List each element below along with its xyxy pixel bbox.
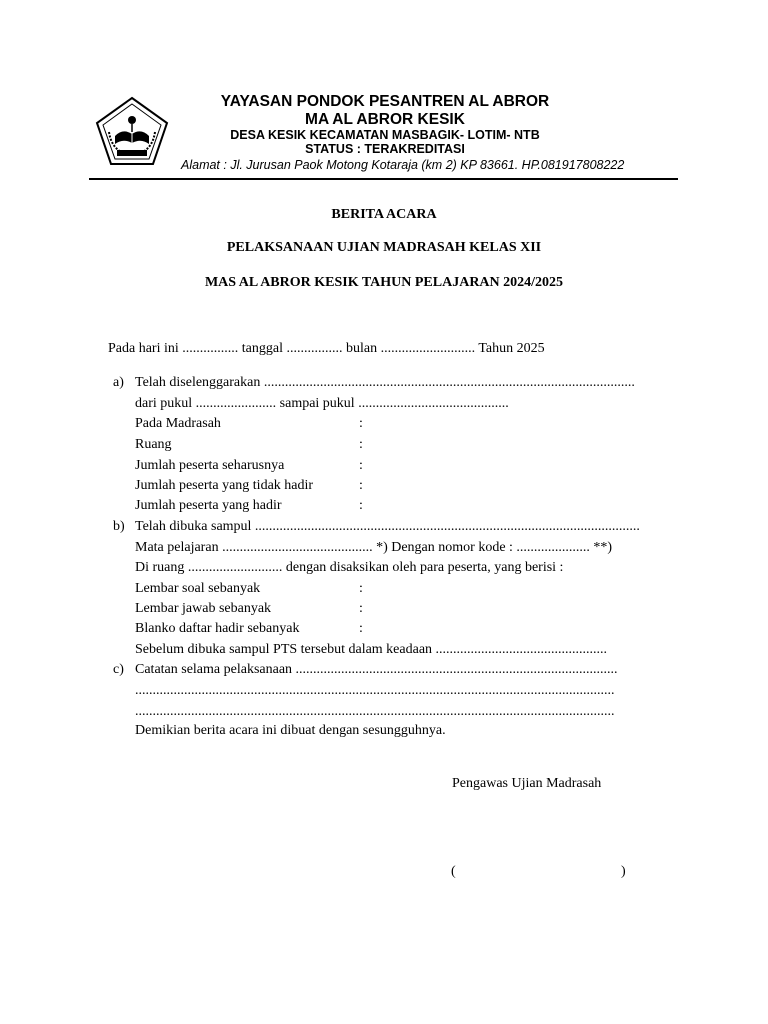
section-c-marker: c) [113, 662, 124, 677]
document-title: BERITA ACARA [331, 207, 437, 222]
school-address: Alamat : Jl. Jurusan Paok Motong Kotaraja (km 2) KP 83661. HP.081917808222 [181, 158, 625, 172]
field-label-room: Ruang [135, 437, 172, 452]
field-colon: : [359, 416, 363, 431]
school-location: DESA KESIK KECAMATAN MASBAGIK- LOTIM- NTB [230, 128, 540, 142]
section-b-subject-line: Mata pelajaran ........................................... *) Dengan nomor kode : ..................... **) [135, 540, 613, 555]
field-label-expected-participants: Jumlah peserta seharusnya [135, 458, 285, 473]
section-c-notes-blank-2: ......................................................................................................................................... [135, 704, 615, 719]
letterhead-divider [89, 178, 678, 180]
field-label-answer-sheets: Lembar jawab sebanyak [135, 601, 272, 616]
field-colon: : [359, 478, 363, 493]
field-colon: : [359, 498, 363, 513]
closing-statement: Demikian berita acara ini dibuat dengan sesungguhnya. [135, 723, 446, 738]
field-colon: : [359, 601, 363, 616]
field-colon: : [359, 621, 363, 636]
field-label-question-sheets: Lembar soal sebanyak [135, 581, 261, 596]
accreditation-status: STATUS : TERAKREDITASI [305, 142, 465, 156]
signature-paren-open: ( [451, 864, 456, 879]
field-label-absent-participants: Jumlah peserta yang tidak hadir [135, 478, 314, 493]
signature-paren-close: ) [621, 864, 626, 879]
document-subtitle-year: MAS AL ABROR KESIK TAHUN PELAJARAN 2024/2025 [204, 275, 564, 290]
field-label-attendance-forms: Blanko daftar hadir sebanyak [135, 621, 300, 636]
section-a-time-line: dari pukul ....................... sampai pukul ........................................... [135, 396, 509, 411]
field-label-present-participants: Jumlah peserta yang hadir [135, 498, 282, 513]
document-subtitle: PELAKSANAAN UJIAN MADRASAH KELAS XII [226, 240, 542, 255]
section-b-envelope-line: Telah dibuka sampul .............................................................................................................. [135, 519, 640, 534]
section-a-marker: a) [113, 375, 124, 390]
foundation-name: YAYASAN PONDOK PESANTREN AL ABROR [220, 93, 550, 110]
field-colon: : [359, 437, 363, 452]
section-c-notes-blank-1: ......................................................................................................................................... [135, 683, 615, 698]
section-b-room-line: Di ruang ........................... dengan disaksikan oleh para peserta, yang berisi : [135, 560, 564, 575]
kemenag-emblem-icon [95, 96, 169, 166]
school-name: MA AL ABROR KESIK [305, 111, 465, 128]
intro-date-line: Pada hari ini ................ tanggal ................ bulan ........................... Tahun 2025 [108, 341, 545, 356]
field-colon: : [359, 581, 363, 596]
section-b-envelope-condition-line: Sebelum dibuka sampul PTS tersebut dalam keadaan ................................................. [135, 642, 608, 657]
field-colon: : [359, 458, 363, 473]
section-a-held-line: Telah diselenggarakan .......................................................................................................... [135, 375, 635, 390]
section-b-marker: b) [113, 519, 125, 534]
section-c-notes-line: Catatan selama pelaksanaan ............................................................................................ [135, 662, 618, 677]
field-label-madrasah: Pada Madrasah [135, 416, 221, 431]
signature-title: Pengawas Ujian Madrasah [452, 776, 602, 791]
